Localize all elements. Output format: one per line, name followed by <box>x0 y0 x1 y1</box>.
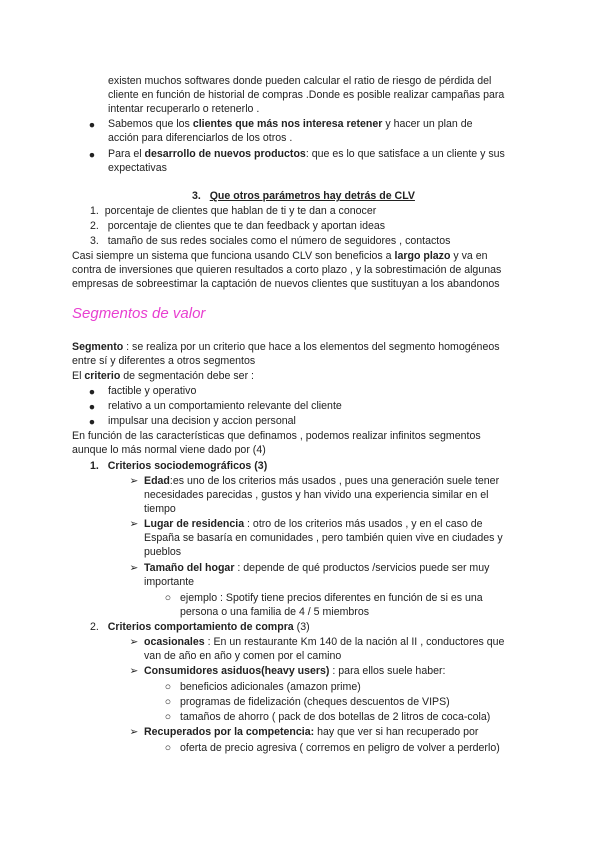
circle-bullet-icon: ○ <box>164 696 172 708</box>
criterios-compra-heading: 2. Criterios comportamiento de compra (3) <box>90 621 310 633</box>
param-item-3: 3. tamaño de sus redes sociales como el número de seguidores , contactos <box>90 235 451 247</box>
edad-item: Edad:es uno de los criterios más usados , pues una generación suele tener <box>144 475 500 487</box>
edad-item-line-3: tiempo <box>144 503 176 515</box>
bullet-retener: Sabemos que los clientes que más nos interesa retener y hacer un plan de <box>108 118 473 130</box>
arrow-bullet-icon: ➢ <box>129 665 139 677</box>
arrow-bullet-icon: ➢ <box>129 562 139 574</box>
param-item-2: 2. porcentaje de clientes que te dan feedback y aportan ideas <box>90 220 386 232</box>
bullet-icon: ● <box>88 416 96 428</box>
criterio-intro: El criterio de segmentación debe ser : <box>72 370 254 382</box>
clv-paragraph-line-2: contra de inversiones que quieren resultados a corto plazo , y la sobrestimación de algunas <box>72 264 502 276</box>
spotify-example: ejemplo : Spotify tiene precios diferentes en función de si es una <box>180 592 483 604</box>
intro-line-2: cliente en función de historial de compras .Donde es posible realizar campañas para <box>108 89 505 101</box>
asiduos-subitem-1: beneficios adicionales (amazon prime) <box>180 681 361 693</box>
segmentos-paragraph-line-2: aunque lo más normal viene dado por (4) <box>72 444 266 456</box>
param-item-1: 1. porcentaje de clientes que hablan de ti y te dan a conocer <box>90 205 377 217</box>
lugar-item-line-2: España se basaría en comunidades , pero también quien vive en ciudades y <box>144 532 503 544</box>
lugar-item-line-3: pueblos <box>144 546 182 558</box>
segmentos-title: Segmentos de valor <box>72 305 206 322</box>
criterio-item-3: impulsar una decision y accion personal <box>108 415 296 427</box>
segmentos-paragraph-line-1: En función de las características que definamos , podemos realizar infinitos segmentos <box>72 430 481 442</box>
asiduos-subitem-3: tamaños de ahorro ( pack de dos botellas de 2 litros de coca-cola) <box>180 711 491 723</box>
recuperados-item: Recuperados por la competencia: hay que ver si han recuperado por <box>144 726 479 738</box>
criterio-item-2: relativo a un comportamiento relevante del cliente <box>108 400 342 412</box>
criterio-item-1: factible y operativo <box>108 385 197 397</box>
spotify-example-line-2: persona o una familia de 4 / 5 miembros <box>180 606 370 618</box>
asiduos-subitem-2: programas de fidelización (cheques descuentos de VIPS) <box>180 696 450 708</box>
segmento-definition-line-2: entre sí y diferentes a otros segmentos <box>72 355 256 367</box>
hogar-item: Tamaño del hogar : depende de qué productos /servicios puede ser muy <box>144 562 490 574</box>
circle-bullet-icon: ○ <box>164 592 172 604</box>
clv-paragraph-line-3: empresas de sobreestimar la captación de nuevos clientes que sustituyan a los abandonos <box>72 278 500 290</box>
bullet-icon: ● <box>88 119 96 131</box>
bullet-icon: ● <box>88 401 96 413</box>
clv-paragraph-line-1: Casi siempre un sistema que funciona usando CLV son beneficios a largo plazo y va en <box>72 250 488 262</box>
arrow-bullet-icon: ➢ <box>129 726 139 738</box>
lugar-item: Lugar de residencia : otro de los criterios más usados , y en el caso de <box>144 518 483 530</box>
hogar-item-line-2: importante <box>144 576 195 588</box>
recuperados-subitem-1: oferta de precio agresiva ( corremos en peligro de volver a perderlo) <box>180 742 500 754</box>
bullet-retener-line-2: acción para diferenciarlos de los otros . <box>108 132 293 144</box>
bullet-productos: Para el desarrollo de nuevos productos: que es lo que satisface a un cliente y sus <box>108 148 505 160</box>
bullet-icon: ● <box>88 149 96 161</box>
intro-line-1: existen muchos softwares donde pueden calcular el ratio de riesgo de pérdida del <box>108 75 492 87</box>
arrow-bullet-icon: ➢ <box>129 475 139 487</box>
ocasionales-item-line-2: van de año en año y comen por el camino <box>144 650 342 662</box>
circle-bullet-icon: ○ <box>164 681 172 693</box>
bullet-icon: ● <box>88 386 96 398</box>
ocasionales-item: ocasionales : En un restaurante Km 140 de la nación al II , conductores que <box>144 636 505 648</box>
circle-bullet-icon: ○ <box>164 711 172 723</box>
criterios-sociodemograficos-heading: 1. Criterios sociodemográficos (3) <box>90 460 268 472</box>
asiduos-item: Consumidores asiduos(heavy users) : para ellos suele haber: <box>144 665 446 677</box>
section-3-heading: 3. Que otros parámetros hay detrás de CLV <box>192 190 415 202</box>
arrow-bullet-icon: ➢ <box>129 518 139 530</box>
edad-item-line-2: necesidades parecidas , gustos y han vivido una experiencia similar en el <box>144 489 489 501</box>
intro-line-3: intentar recuperarlo o retenerlo . <box>108 103 260 115</box>
bullet-productos-line-2: expectativas <box>108 162 167 174</box>
arrow-bullet-icon: ➢ <box>129 636 139 648</box>
circle-bullet-icon: ○ <box>164 742 172 754</box>
segmento-definition: Segmento : se realiza por un criterio que hace a los elementos del segmento homogéneos <box>72 341 500 353</box>
